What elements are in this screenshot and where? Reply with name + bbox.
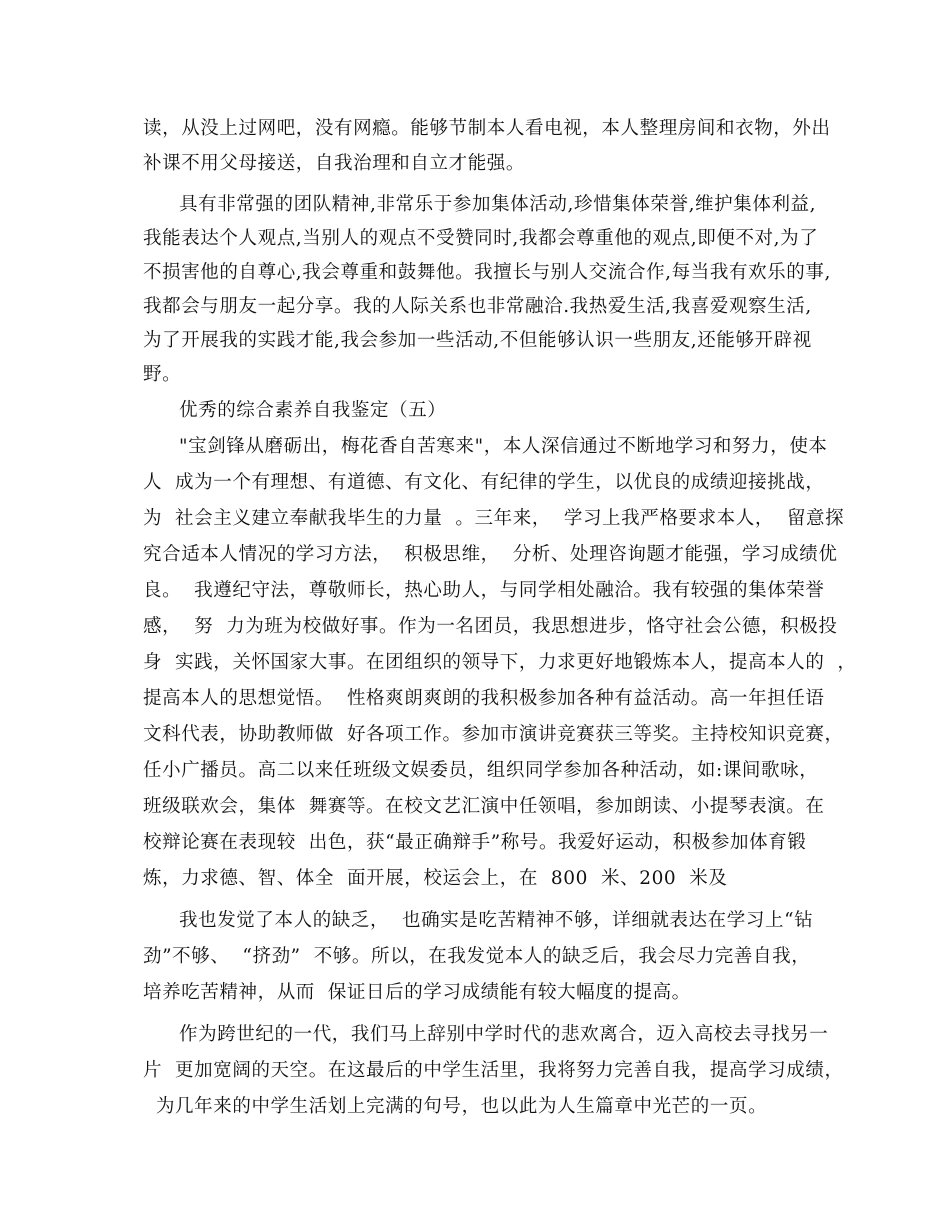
text-line: 班级联欢会，集体 舞赛等。在校文艺汇演中任领唱，参加朗读、小提琴表演。在 — [143, 796, 825, 817]
text-line: 具有非常强的团队精神,非常乐于参加集体活动,珍惜集体荣誉,维护集体利益, — [179, 194, 817, 215]
text-line: 文科代表，协助教师做 好各项工作。参加市演讲竞赛获三等奖。主持校知识竞赛， — [143, 724, 844, 745]
text-line: 任小广播员。高二以来任班级文娱委员，组织同学参加各种活动，如:课间歌咏， — [143, 760, 819, 781]
section-heading: 优秀的综合素养自我鉴定（五） — [179, 400, 447, 421]
text-line: 人 成为一个有理想、有道德、有文化、有纪律的学生，以优良的成绩迎接挑战， — [143, 472, 825, 493]
text-line: 野。 — [143, 364, 182, 385]
text-line: 感， 努 力为班为校做好事。作为一名团员，我思想进步，恪守社会公德，积极投 — [143, 616, 838, 637]
text-line: "宝剑锋从磨砺出，梅花香自苦寒来"，本人深信通过不断地学习和努力，使本 — [179, 436, 828, 457]
text-line: 我都会与朋友一起分享。我的人际关系也非常融洽.我热爱生活,我喜爱观察生活, — [143, 296, 812, 317]
text-line: 为 社会主义建立奉献我毕生的力量 。三年来， 学习上我严格要求本人， 留意探 — [143, 508, 845, 529]
text-line: 片 更加宽阔的天空。在这最后的中学生活里，我将努力完善自我，提高学习成绩， — [143, 1060, 844, 1081]
text-line: 我也发觉了本人的缺乏， 也确实是吃苦精神不够，详细就表达在学习上“钻 — [179, 910, 814, 931]
text-line: 身 实践，关怀国家大事。在团组织的领导下，力求更好地锻炼本人，提高本人的 ， — [143, 652, 857, 673]
text-line: 不损害他的自尊心,我会尊重和鼓舞他。我擅长与别人交流合作,每当我有欢乐的事, — [143, 262, 831, 283]
text-line: 读，从没上过网吧，没有网瘾。能够节制本人看电视，本人整理房间和衣物，外出 — [143, 118, 831, 139]
text-line: 劲”不够、 “挤劲” 不够。所以，在我发觉本人的缺乏后，我会尽力完善自我， — [143, 946, 811, 967]
text-line: 良。 我遵纪守法，尊敬师长，热心助人，与同学相处融洽。我有较强的集体荣誉 — [143, 580, 825, 601]
text-line: 补课不用父母接送，自我治理和自立才能强。 — [143, 153, 526, 174]
text-line: 究合适本人情况的学习方法， 积极思维， 分析、处理咨询题才能强，学习成绩优 — [143, 544, 838, 565]
text-line: 为了开展我的实践才能,我会参加一些活动,不但能够认识一些朋友,还能够开辟视 — [143, 330, 812, 351]
text-line: 校辩论赛在表现较 出色，获“最正确辩手”称号。我爱好运动，积极参加体育锻 — [143, 832, 807, 853]
text-line: 作为跨世纪的一代，我们马上辞别中学时代的悲欢离合，迈入高校去寻找另一 — [179, 1024, 829, 1045]
text-line: 培养吃苦精神，从而 保证日后的学习成绩能有较大幅度的提高。 — [143, 982, 691, 1003]
text-line: 炼，力求德、智、体全 面开展，校运会上，在 800 米、200 米及 — [143, 868, 728, 889]
text-line: 我能表达个人观点,当别人的观点不受赞同时,我都会尊重他的观点,即便不对,为了 — [143, 228, 819, 249]
text-line: 提高本人的思想觉悟。 性格爽朗爽朗的我积极参加各种有益活动。高一年担任语 — [143, 688, 825, 709]
text-line: 为几年来的中学生活划上完满的句号，也以此为人生篇章中光芒的一页。 — [143, 1096, 768, 1117]
